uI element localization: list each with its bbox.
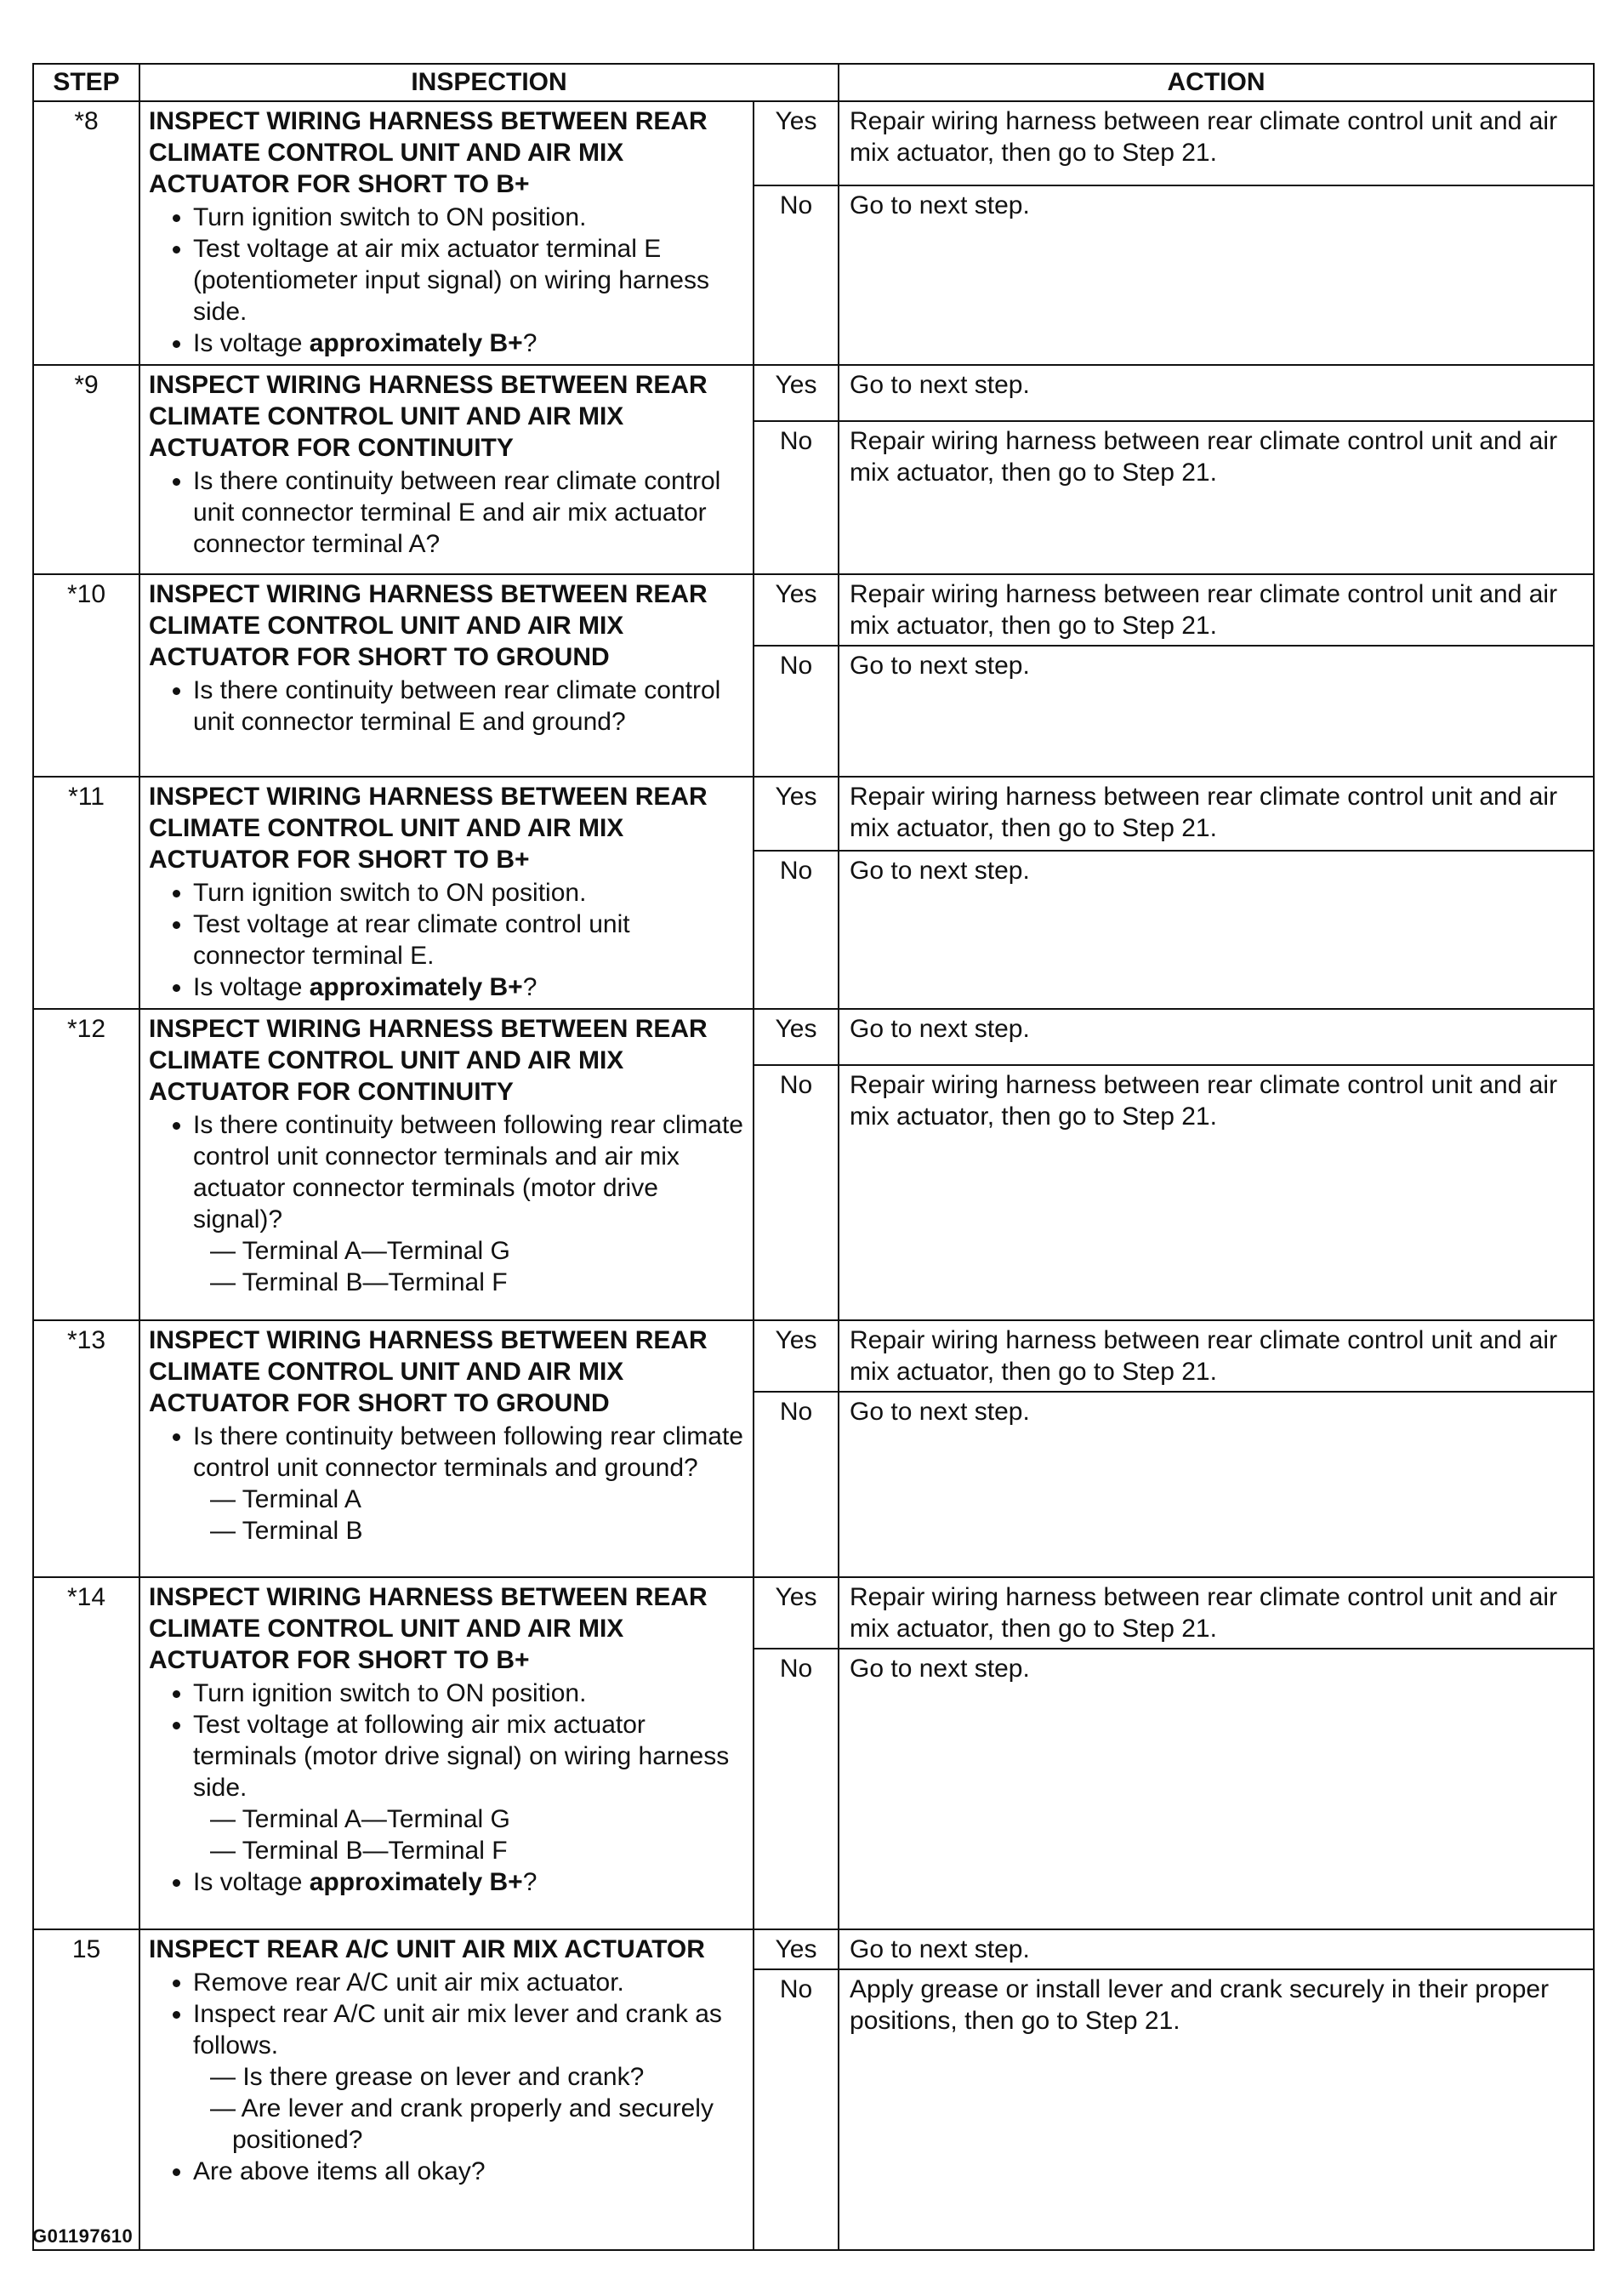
table-row bbox=[33, 365, 1594, 421]
step-number: *14 bbox=[33, 1577, 139, 1929]
inspection-cell bbox=[139, 574, 754, 777]
no-action: Go to next step. bbox=[839, 1649, 1594, 1929]
inspection-bullet bbox=[193, 202, 744, 233]
no-label: No bbox=[754, 185, 839, 365]
yes-action: Repair wiring harness between rear climate control unit and air mix actuator, then go to Step 21. bbox=[839, 1577, 1594, 1649]
inspection-title: INSPECT WIRING HARNESS BETWEEN REAR CLIMATE CONTROL UNIT AND AIR MIX ACTUATOR FOR SHORT TO B+ bbox=[149, 107, 708, 198]
sub-item: — Terminal B—Terminal F bbox=[210, 1268, 508, 1296]
bullet-text: Is there continuity between rear climate control unit connector terminal E and air mix actuator connector terminal A? bbox=[193, 467, 721, 558]
bullet-text: Test voltage at air mix actuator terminal E (potentiometer input signal) on wiring harness side. bbox=[193, 235, 709, 326]
inspection-title: INSPECT WIRING HARNESS BETWEEN REAR CLIMATE CONTROL UNIT AND AIR MIX ACTUATOR FOR CONTINUITY bbox=[149, 1015, 708, 1106]
yes-label: Yes bbox=[754, 1320, 839, 1392]
no-label: No bbox=[754, 1649, 839, 1929]
inspection-bullet bbox=[193, 2156, 744, 2187]
table-header-row bbox=[33, 64, 1594, 101]
bullet-text: Is there continuity between following rear climate control unit connector terminals and air mix actuator connector terminals (motor drive signal)? bbox=[193, 1111, 743, 1233]
no-label: No bbox=[754, 646, 839, 777]
yes-action: Repair wiring harness between rear climate control unit and air mix actuator, then go to Step 21. bbox=[839, 777, 1594, 851]
bullet-text: Turn ignition switch to ON position. bbox=[193, 203, 587, 231]
bullet-suffix: ? bbox=[522, 973, 537, 1001]
yes-action: Repair wiring harness between rear climate control unit and air mix actuator, then go to Step 21. bbox=[839, 1320, 1594, 1392]
step-number: *10 bbox=[33, 574, 139, 777]
bullet-text: Is voltage bbox=[193, 329, 310, 357]
inspection-bullet bbox=[193, 1967, 744, 1998]
table-body bbox=[33, 101, 1594, 2250]
sub-item: — Are lever and crank properly and securely positioned? bbox=[210, 2094, 714, 2154]
table-row bbox=[33, 777, 1594, 851]
bullet-emphasis: approximately B+ bbox=[309, 329, 523, 357]
no-label: No bbox=[754, 1969, 839, 2250]
inspection-bullet bbox=[193, 675, 744, 738]
no-label: No bbox=[754, 1392, 839, 1577]
table-row bbox=[33, 1320, 1594, 1392]
step-number: 15 bbox=[33, 1929, 139, 2250]
yes-action: Go to next step. bbox=[839, 1929, 1594, 1969]
inspection-cell bbox=[139, 1929, 754, 2250]
inspection-title: INSPECT WIRING HARNESS BETWEEN REAR CLIMATE CONTROL UNIT AND AIR MIX ACTUATOR FOR SHORT TO GROUND bbox=[149, 580, 708, 671]
sub-item: — Terminal B bbox=[210, 1517, 363, 1545]
inspection-cell bbox=[139, 777, 754, 1009]
yes-action: Go to next step. bbox=[839, 1009, 1594, 1065]
no-action: Repair wiring harness between rear climate control unit and air mix actuator, then go to Step 21. bbox=[839, 1065, 1594, 1320]
step-number: *11 bbox=[33, 777, 139, 1009]
inspection-title: INSPECT WIRING HARNESS BETWEEN REAR CLIMATE CONTROL UNIT AND AIR MIX ACTUATOR FOR SHORT TO B+ bbox=[149, 1583, 708, 1674]
inspection-title: INSPECT WIRING HARNESS BETWEEN REAR CLIMATE CONTROL UNIT AND AIR MIX ACTUATOR FOR SHORT TO GROUND bbox=[149, 1326, 708, 1417]
bullet-text: Is there continuity between following rear climate control unit connector terminals and ground? bbox=[193, 1422, 743, 1482]
no-action: Repair wiring harness between rear climate control unit and air mix actuator, then go to Step 21. bbox=[839, 421, 1594, 574]
yes-label: Yes bbox=[754, 574, 839, 646]
bullet-text: Is voltage bbox=[193, 973, 310, 1001]
table-row bbox=[33, 574, 1594, 646]
inspection-title: INSPECT REAR A/C UNIT AIR MIX ACTUATOR bbox=[149, 1935, 705, 1963]
inspection-bullet bbox=[193, 909, 744, 971]
bullet-text: Test voltage at following air mix actuator terminals (motor drive signal) on wiring harness side. bbox=[193, 1711, 730, 1802]
step-number: *12 bbox=[33, 1009, 139, 1320]
bullet-suffix: ? bbox=[522, 1868, 537, 1896]
inspection-bullet bbox=[193, 328, 744, 359]
yes-label: Yes bbox=[754, 777, 839, 851]
no-label: No bbox=[754, 851, 839, 1009]
diagnostic-table bbox=[32, 63, 1595, 2251]
sub-item: — Terminal A bbox=[210, 1485, 361, 1513]
inspection-bullet-list bbox=[149, 202, 744, 359]
inspection-bullet bbox=[193, 971, 744, 1003]
step-number: *9 bbox=[33, 365, 139, 574]
bullet-suffix: ? bbox=[522, 329, 537, 357]
inspection-bullet bbox=[193, 1109, 744, 1298]
inspection-title: INSPECT WIRING HARNESS BETWEEN REAR CLIMATE CONTROL UNIT AND AIR MIX ACTUATOR FOR CONTINUITY bbox=[149, 371, 708, 462]
yes-action: Go to next step. bbox=[839, 365, 1594, 421]
yes-label: Yes bbox=[754, 365, 839, 421]
yes-label: Yes bbox=[754, 1929, 839, 1969]
inspection-bullet bbox=[193, 465, 744, 560]
inspection-bullet bbox=[193, 1709, 744, 1866]
bullet-emphasis: approximately B+ bbox=[309, 1868, 523, 1896]
table-row bbox=[33, 1577, 1594, 1649]
sub-item: — Is there grease on lever and crank? bbox=[210, 2063, 645, 2091]
table-row bbox=[33, 1009, 1594, 1065]
bullet-text: Remove rear A/C unit air mix actuator. bbox=[193, 1968, 624, 1997]
bullet-text: Are above items all okay? bbox=[193, 2157, 486, 2185]
no-action: Apply grease or install lever and crank securely in their proper positions, then go to Step 21. bbox=[839, 1969, 1594, 2250]
no-action: Go to next step. bbox=[839, 185, 1594, 365]
yes-action: Repair wiring harness between rear climate control unit and air mix actuator, then go to Step 21. bbox=[839, 574, 1594, 646]
inspection-bullet-list bbox=[149, 1109, 744, 1298]
inspection-bullet-list bbox=[149, 877, 744, 1003]
inspection-title: INSPECT WIRING HARNESS BETWEEN REAR CLIMATE CONTROL UNIT AND AIR MIX ACTUATOR FOR SHORT TO B+ bbox=[149, 783, 708, 874]
table-row bbox=[33, 101, 1594, 185]
inspection-cell bbox=[139, 365, 754, 574]
figure-code: G01197610 bbox=[32, 2225, 134, 2247]
bullet-text: Turn ignition switch to ON position. bbox=[193, 1679, 587, 1707]
inspection-bullet-list bbox=[149, 1967, 744, 2187]
inspection-bullet bbox=[193, 1678, 744, 1709]
yes-label: Yes bbox=[754, 101, 839, 185]
inspection-cell bbox=[139, 1577, 754, 1929]
yes-label: Yes bbox=[754, 1577, 839, 1649]
inspection-bullet bbox=[193, 233, 744, 328]
inspection-cell bbox=[139, 1320, 754, 1577]
step-number: *8 bbox=[33, 101, 139, 365]
bullet-text: Is voltage bbox=[193, 1868, 310, 1896]
inspection-bullet bbox=[193, 1421, 744, 1547]
bullet-text: Inspect rear A/C unit air mix lever and crank as follows. bbox=[193, 2000, 722, 2060]
inspection-bullet bbox=[193, 1998, 744, 2156]
inspection-column-header: INSPECTION bbox=[139, 64, 839, 101]
inspection-bullet-list bbox=[149, 1421, 744, 1547]
step-column-header: STEP bbox=[33, 64, 139, 101]
bullet-text: Test voltage at rear climate control unit connector terminal E. bbox=[193, 910, 630, 970]
yes-action: Repair wiring harness between rear climate control unit and air mix actuator, then go to Step 21. bbox=[839, 101, 1594, 185]
no-action: Go to next step. bbox=[839, 1392, 1594, 1577]
no-label: No bbox=[754, 1065, 839, 1320]
table-row bbox=[33, 1929, 1594, 1969]
bullet-text: Turn ignition switch to ON position. bbox=[193, 879, 587, 907]
inspection-bullet-list bbox=[149, 1678, 744, 1898]
no-action: Go to next step. bbox=[839, 851, 1594, 1009]
yes-label: Yes bbox=[754, 1009, 839, 1065]
inspection-bullet bbox=[193, 1866, 744, 1898]
bullet-text: Is there continuity between rear climate control unit connector terminal E and ground? bbox=[193, 676, 721, 736]
sub-item: — Terminal A—Terminal G bbox=[210, 1237, 510, 1265]
bullet-emphasis: approximately B+ bbox=[309, 973, 523, 1001]
no-label: No bbox=[754, 421, 839, 574]
action-column-header: ACTION bbox=[839, 64, 1594, 101]
inspection-cell bbox=[139, 101, 754, 365]
inspection-bullet-list bbox=[149, 675, 744, 738]
sub-item: — Terminal A—Terminal G bbox=[210, 1805, 510, 1833]
inspection-bullet-list bbox=[149, 465, 744, 560]
inspection-bullet bbox=[193, 877, 744, 909]
inspection-cell bbox=[139, 1009, 754, 1320]
sub-item: — Terminal B—Terminal F bbox=[210, 1837, 508, 1865]
step-number: *13 bbox=[33, 1320, 139, 1577]
no-action: Go to next step. bbox=[839, 646, 1594, 777]
